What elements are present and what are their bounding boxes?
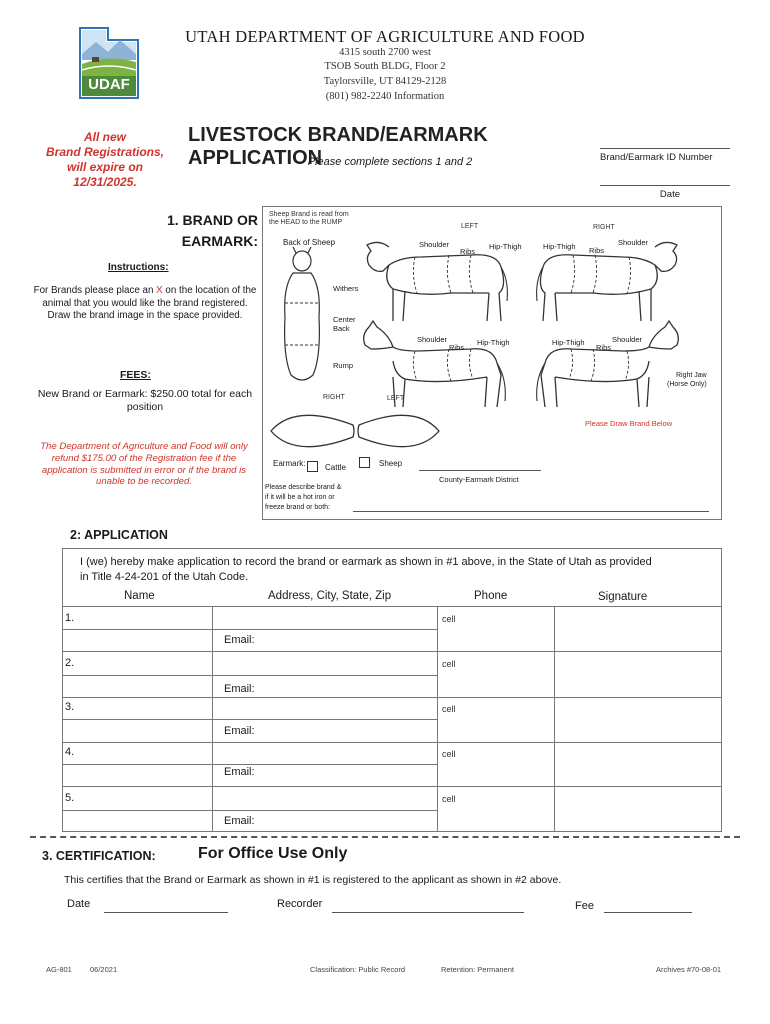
describe-line3: freeze brand or both: <box>265 504 330 511</box>
certification-text: This certifies that the Brand or Earmark as shown in #1 is registered to the applicant as shown in #2 above. <box>64 874 562 886</box>
office-use-heading: For Office Use Only <box>198 845 348 862</box>
footer-form-date: 06/2021 <box>90 965 118 974</box>
earmark-ears-icon[interactable] <box>265 403 445 461</box>
cattle-label: Cattle <box>325 463 346 472</box>
agency-name: UTAH DEPARTMENT OF AGRICULTURE AND FOOD <box>185 27 585 46</box>
statement-line2: in Title 4-24-201 of the Utah Code. <box>80 571 249 583</box>
instructions-pre: For Brands please place an <box>33 285 157 296</box>
id-number-field[interactable] <box>600 148 730 149</box>
county-district-label: County-Earmark District <box>439 475 519 484</box>
row4-number: 4. <box>65 746 75 758</box>
right-jaw-line1: Right Jaw <box>675 372 707 379</box>
sheep-note-line2: the HEAD to the RUMP <box>269 219 343 226</box>
cattle-checkbox[interactable] <box>307 461 318 472</box>
row1-number: 1. <box>65 612 75 624</box>
row-divider-3 <box>62 742 722 743</box>
row1-email-label: Email: <box>224 634 255 646</box>
horse-left-hip-thigh: Hip-Thigh <box>477 338 510 347</box>
certification-divider <box>30 836 740 838</box>
section3-heading: 3. CERTIFICATION: <box>42 849 156 863</box>
section1-heading <box>140 210 258 252</box>
instructions-heading: Instructions: <box>108 262 169 273</box>
sheep-checkbox[interactable] <box>359 457 370 468</box>
row-divider-top <box>62 606 722 607</box>
cattle-right-label: RIGHT <box>593 224 615 231</box>
recorder-field[interactable] <box>332 912 524 913</box>
row-divider-4 <box>62 786 722 787</box>
fee-field[interactable] <box>604 912 692 913</box>
date-label: Date <box>659 189 680 200</box>
cow-right-shoulder: Shoulder <box>618 238 649 247</box>
horse-left-icon[interactable] <box>359 319 509 411</box>
horse-right-hip-thigh: Hip-Thigh <box>552 338 585 347</box>
cattle-left-label: LEFT <box>461 223 479 230</box>
recorder-label: Recorder <box>277 898 323 910</box>
instructions-post: on the location of the animal that you would like the brand registered. Draw the brand image in the space provided. <box>42 285 257 321</box>
row5-inner <box>62 810 437 811</box>
notice-line-2: Brand Registrations, <box>45 145 165 159</box>
address-line-3: Taylorsville, UT 84129-2128 <box>323 76 447 87</box>
cow-right-hip-thigh: Hip-Thigh <box>543 242 576 251</box>
id-number-label: Brand/Earmark ID Number <box>600 152 713 163</box>
footer-classification: Classification: Public Record <box>310 965 406 974</box>
describe-brand-label <box>265 483 341 513</box>
sheep-note <box>269 211 349 227</box>
please-draw-label: Please Draw Brand Below <box>585 419 673 428</box>
expiration-notice <box>30 130 180 190</box>
right-jaw-label <box>667 371 707 389</box>
row3-email-label: Email: <box>224 725 255 737</box>
back-label: Back <box>333 324 350 333</box>
row4-email-label: Email: <box>224 766 255 778</box>
row3-inner <box>62 719 437 720</box>
cow-right-ribs: Ribs <box>589 246 605 255</box>
udaf-logo <box>78 26 140 100</box>
row3-number: 3. <box>65 701 75 713</box>
footer-form-code: AG-801 <box>46 965 72 974</box>
sheep-back-icon[interactable] <box>277 247 327 387</box>
row-divider-1 <box>62 651 722 652</box>
fee-label: Fee <box>575 900 594 912</box>
describe-line1: Please describe brand & <box>265 484 342 491</box>
fees-text: New Brand or Earmark: $250.00 total for each position <box>37 388 253 413</box>
horse-left-ribs: Ribs <box>449 343 465 352</box>
row4-cell-label: cell <box>442 749 456 759</box>
horse-left-shoulder: Shoulder <box>417 335 448 344</box>
horse-right-shoulder: Shoulder <box>612 335 643 344</box>
center-label: Center <box>333 315 356 324</box>
col-divider-2 <box>437 606 438 832</box>
center-back-label <box>333 315 356 333</box>
row5-email-label: Email: <box>224 815 255 827</box>
sheep-label: Sheep <box>379 459 403 468</box>
notice-line-4: 12/31/2025. <box>73 175 137 189</box>
section1-heading-line2: EARMARK: <box>181 233 258 249</box>
cert-date-field[interactable] <box>104 912 228 913</box>
notice-line-1: All new <box>83 130 126 144</box>
row2-number: 2. <box>65 657 75 669</box>
row5-cell-label: cell <box>442 794 456 804</box>
right-jaw-line2: (Horse Only) <box>667 381 707 388</box>
row1-cell-label: cell <box>442 614 456 624</box>
cow-left-hip-thigh: Hip-Thigh <box>489 242 522 251</box>
fees-heading: FEES: <box>120 369 151 381</box>
footer-retention: Retention: Permanent <box>441 965 514 974</box>
county-district-field[interactable] <box>419 470 541 471</box>
row-divider-2 <box>62 697 722 698</box>
ear-right-label: RIGHT <box>323 394 345 401</box>
instructions-x-mark: X <box>156 285 163 296</box>
earmark-label: Earmark: <box>273 459 306 468</box>
date-field[interactable] <box>600 185 730 186</box>
describe-brand-field[interactable] <box>353 511 709 512</box>
sheep-note-line1: Sheep Brand is read from <box>269 211 349 218</box>
brand-diagram-box <box>262 206 722 520</box>
row1-inner <box>62 629 437 630</box>
withers-label: Withers <box>333 284 359 293</box>
describe-line2: if it will be a hot iron or <box>265 494 335 501</box>
application-statement <box>80 555 700 585</box>
horse-right-ribs: Ribs <box>596 343 612 352</box>
form-title: LIVESTOCK BRAND/EARMARK APPLICATION <box>188 124 488 169</box>
refund-notice: The Department of Agriculture and Food will only refund $175.00 of the Registration fee if the application is submitted in error or if the brand is unable to be recorded. <box>40 441 248 488</box>
back-of-sheep-label: Back of Sheep <box>283 238 336 247</box>
row5-number: 5. <box>65 792 75 804</box>
notice-line-3: will expire on <box>66 160 144 174</box>
col-name: Name <box>124 590 155 602</box>
logo-text: UDAF <box>88 76 130 93</box>
cow-left-shoulder: Shoulder <box>419 240 450 249</box>
col-phone: Phone <box>474 590 508 602</box>
horse-right-icon[interactable] <box>533 319 683 411</box>
instructions-text <box>30 285 260 323</box>
address-line-1: 4315 south 2700 west <box>339 47 431 58</box>
row2-cell-label: cell <box>442 659 456 669</box>
row2-email-label: Email: <box>224 683 255 695</box>
statement-line1: I (we) hereby make application to record the brand or earmark as shown in #1 above, in the State of Utah as provided <box>80 556 652 568</box>
row3-cell-label: cell <box>442 704 456 714</box>
address-line-4: (801) 982-2240 Information <box>325 91 445 102</box>
col-address: Address, City, State, Zip <box>268 590 392 602</box>
row2-inner <box>62 675 437 676</box>
row4-inner <box>62 764 437 765</box>
sections-note: Please complete sections 1 and 2 <box>307 156 473 168</box>
section1-heading-line1: 1. BRAND OR <box>166 212 258 228</box>
address-line-2: TSOB South BLDG, Floor 2 <box>324 61 446 72</box>
cow-left-ribs: Ribs <box>460 247 476 256</box>
cert-date-label: Date <box>67 898 91 910</box>
rump-label: Rump <box>333 361 354 370</box>
section2-heading: 2: APPLICATION <box>70 528 168 542</box>
ear-left-label: LEFT <box>387 395 405 402</box>
col-signature: Signature <box>598 591 648 603</box>
footer-archives: Archives #70-08-01 <box>656 965 722 974</box>
col-divider-3 <box>554 606 555 832</box>
